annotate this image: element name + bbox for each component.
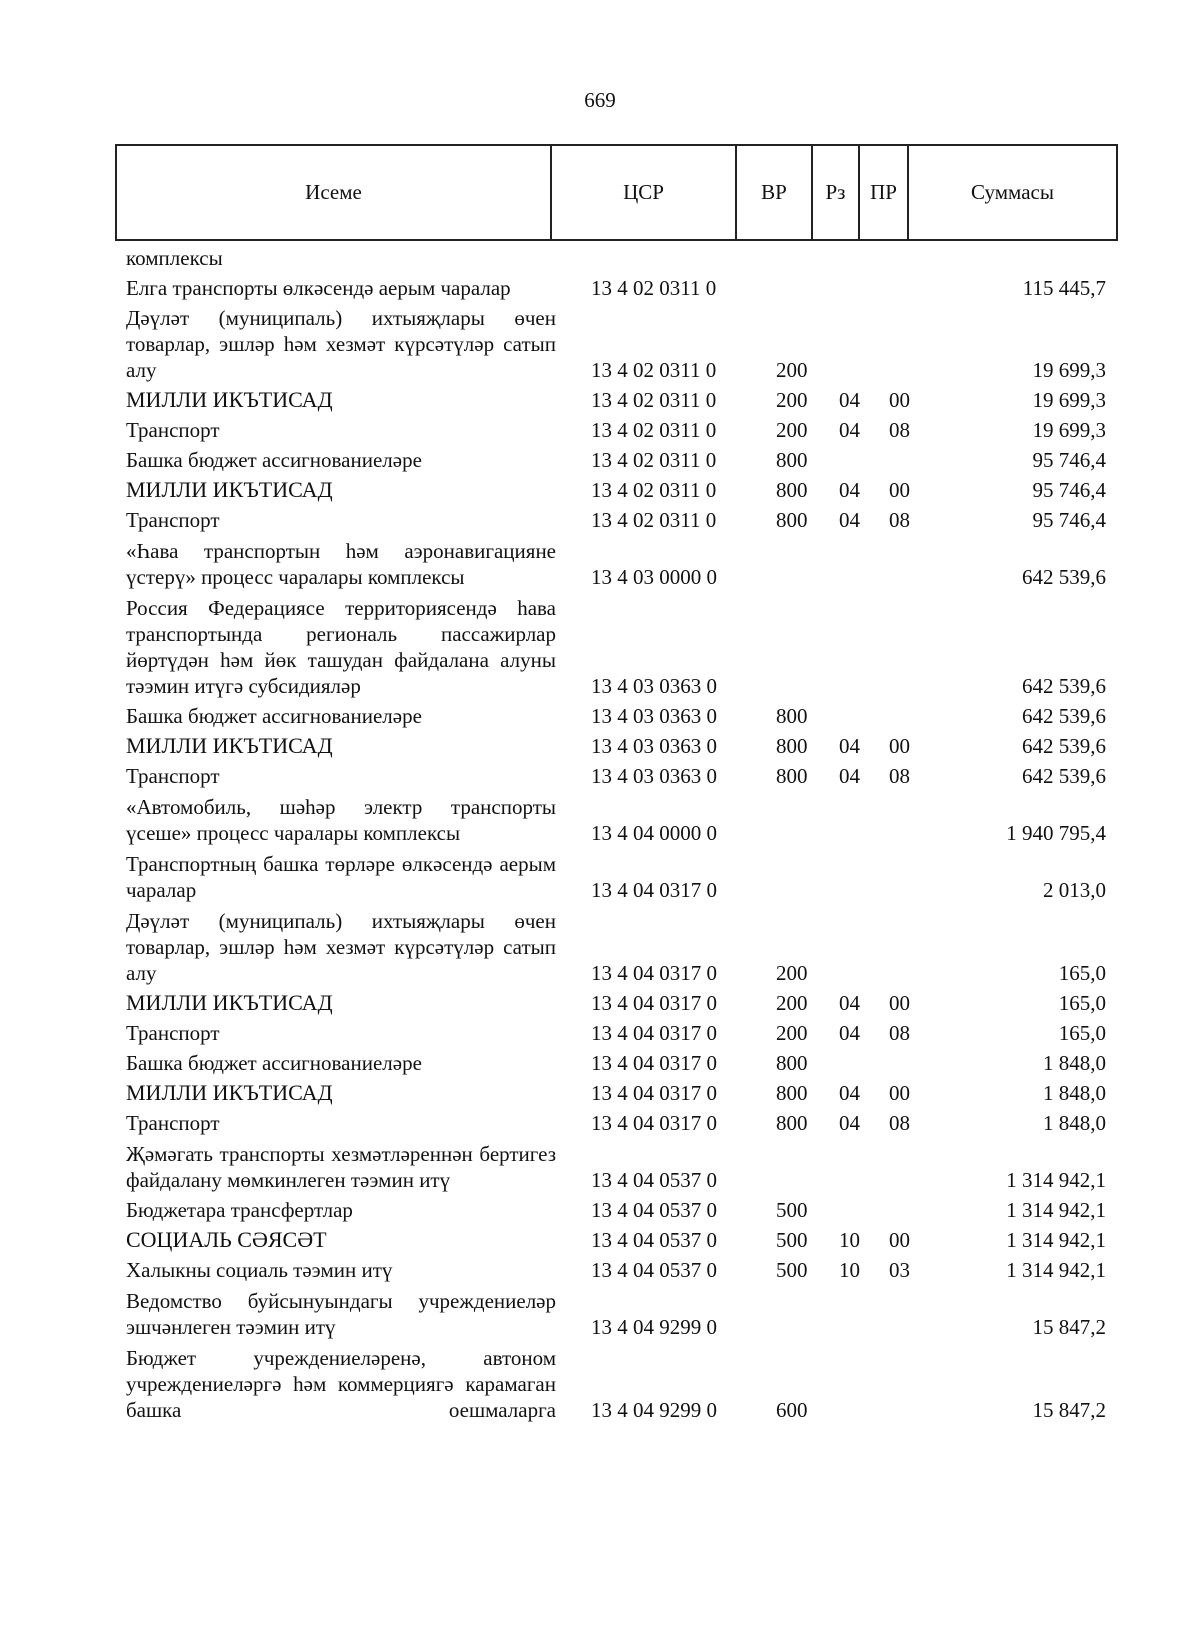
row-name: Транспорт bbox=[126, 1021, 220, 1045]
table-header bbox=[115, 144, 1118, 241]
row-rz: 04 bbox=[839, 1021, 860, 1045]
row-vr: 800 bbox=[776, 478, 808, 502]
table-row bbox=[126, 507, 1116, 533]
row-name: МИЛЛИ ИКЪТИСАД bbox=[126, 733, 333, 758]
row-sum: 1 314 942,1 bbox=[1006, 1258, 1106, 1282]
row-sum: 1 314 942,1 bbox=[1006, 1228, 1106, 1252]
row-csr: 13 4 04 0317 0 bbox=[591, 878, 717, 902]
row-csr: 13 4 04 0317 0 bbox=[591, 1021, 717, 1045]
row-csr: 13 4 04 0317 0 bbox=[591, 961, 717, 985]
row-vr: 800 bbox=[776, 1081, 808, 1105]
row-name: Ведомство буйсынуындагы учреждениеләр эшчәнлеген тәэмин итү bbox=[126, 1289, 556, 1339]
row-name: МИЛЛИ ИКЪТИСАД bbox=[126, 1080, 333, 1105]
row-sum: 642 539,6 bbox=[1022, 674, 1106, 698]
row-name: Транспорт bbox=[126, 418, 220, 442]
row-pr: 03 bbox=[889, 1258, 910, 1282]
table-row bbox=[126, 908, 1116, 986]
row-vr: 200 bbox=[776, 961, 808, 985]
row-csr: 13 4 02 0311 0 bbox=[591, 418, 717, 442]
row-pr: 00 bbox=[889, 1228, 910, 1252]
row-csr: 13 4 02 0311 0 bbox=[591, 388, 717, 412]
row-csr: 13 4 04 0537 0 bbox=[591, 1228, 717, 1252]
row-name: Транспортның башка төрләре өлкәсендә аерым чаралар bbox=[126, 852, 556, 902]
table-row bbox=[126, 703, 1116, 729]
table-row bbox=[126, 1197, 1116, 1223]
row-rz: 04 bbox=[839, 478, 860, 502]
row-name: Транспорт bbox=[126, 508, 220, 532]
row-csr: 13 4 03 0363 0 bbox=[591, 674, 717, 698]
row-csr: 13 4 02 0311 0 bbox=[591, 478, 717, 502]
row-pr: 00 bbox=[889, 478, 910, 502]
row-sum: 15 847,2 bbox=[1032, 1315, 1106, 1339]
table-row bbox=[126, 595, 1116, 699]
table-row bbox=[126, 447, 1116, 473]
row-pr: 00 bbox=[889, 991, 910, 1015]
row-sum: 1 848,0 bbox=[1043, 1111, 1106, 1135]
table-row bbox=[126, 1288, 1116, 1340]
header-vr: ВР bbox=[736, 145, 812, 240]
row-pr: 00 bbox=[889, 388, 910, 412]
row-name: Елга транспорты өлкәсендә аерым чаралар bbox=[126, 276, 511, 300]
row-sum: 1 848,0 bbox=[1043, 1051, 1106, 1075]
row-name: МИЛЛИ ИКЪТИСАД bbox=[126, 990, 333, 1015]
row-pr: 08 bbox=[889, 508, 910, 532]
row-csr: 13 4 02 0311 0 bbox=[591, 276, 717, 300]
row-csr: 13 4 04 0317 0 bbox=[591, 1051, 717, 1075]
row-name: «Автомобиль, шәһәр электр транспорты үсеше» процесс чаралары комплексы bbox=[126, 795, 556, 845]
row-rz: 10 bbox=[839, 1228, 860, 1252]
row-name: комплексы bbox=[126, 246, 223, 270]
header-sum: Суммасы bbox=[908, 145, 1117, 240]
row-name: Башка бюджет ассигнованиеләре bbox=[126, 1051, 422, 1075]
row-sum: 165,0 bbox=[1058, 991, 1106, 1015]
row-vr: 500 bbox=[776, 1228, 808, 1252]
table-body bbox=[126, 241, 1116, 1423]
row-rz: 04 bbox=[839, 1081, 860, 1105]
table-row bbox=[126, 1345, 1116, 1423]
row-csr: 13 4 04 0537 0 bbox=[591, 1168, 717, 1192]
row-sum: 95 746,4 bbox=[1032, 448, 1106, 472]
row-csr: 13 4 04 9299 0 bbox=[591, 1315, 717, 1339]
row-name: СОЦИАЛЬ СӘЯСӘТ bbox=[126, 1227, 327, 1252]
row-csr: 13 4 04 0537 0 bbox=[591, 1198, 717, 1222]
row-vr: 800 bbox=[776, 448, 808, 472]
table-row bbox=[126, 1050, 1116, 1076]
row-sum: 15 847,2 bbox=[1032, 1398, 1106, 1422]
row-vr: 200 bbox=[776, 418, 808, 442]
row-sum: 1 314 942,1 bbox=[1006, 1198, 1106, 1222]
row-name: Бюджетара трансфертлар bbox=[126, 1198, 353, 1222]
row-rz: 04 bbox=[839, 388, 860, 412]
header-pr: ПР bbox=[859, 145, 908, 240]
row-csr: 13 4 04 0000 0 bbox=[591, 821, 717, 845]
row-name: Бюджет учреждениеләренә, автоном учреждениеләргә һәм коммерциягә карамаган башка оешмаларга bbox=[126, 1346, 556, 1422]
table-row bbox=[126, 1080, 1116, 1106]
row-sum: 19 699,3 bbox=[1032, 418, 1106, 442]
row-sum: 95 746,4 bbox=[1032, 508, 1106, 532]
row-rz: 10 bbox=[839, 1258, 860, 1282]
row-csr: 13 4 02 0311 0 bbox=[591, 508, 717, 532]
row-sum: 1 940 795,4 bbox=[1006, 821, 1106, 845]
row-csr: 13 4 04 9299 0 bbox=[591, 1398, 717, 1422]
table-row bbox=[126, 1257, 1116, 1283]
row-sum: 19 699,3 bbox=[1032, 358, 1106, 382]
row-vr: 800 bbox=[776, 1051, 808, 1075]
header-name: Исеме bbox=[116, 145, 551, 240]
header-rz: Рз bbox=[812, 145, 859, 240]
row-sum: 642 539,6 bbox=[1022, 704, 1106, 728]
row-csr: 13 4 03 0363 0 bbox=[591, 764, 717, 788]
row-csr: 13 4 04 0317 0 bbox=[591, 1111, 717, 1135]
row-csr: 13 4 03 0363 0 bbox=[591, 704, 717, 728]
row-name: Россия Федерациясе территориясендә һава транспортында региональ пассажирлар йөртүдән һәм йөк ташудан файдалана алуны тәэмин итүгә субсидияләр bbox=[126, 596, 556, 698]
row-csr: 13 4 04 0317 0 bbox=[591, 1081, 717, 1105]
row-rz: 04 bbox=[839, 1111, 860, 1135]
row-csr: 13 4 04 0317 0 bbox=[591, 991, 717, 1015]
row-csr: 13 4 03 0000 0 bbox=[591, 565, 717, 589]
row-vr: 500 bbox=[776, 1258, 808, 1282]
row-rz: 04 bbox=[839, 764, 860, 788]
row-vr: 800 bbox=[776, 704, 808, 728]
table-row bbox=[126, 1110, 1116, 1136]
row-sum: 165,0 bbox=[1058, 1021, 1106, 1045]
row-vr: 200 bbox=[776, 358, 808, 382]
row-vr: 500 bbox=[776, 1198, 808, 1222]
row-sum: 642 539,6 bbox=[1022, 565, 1106, 589]
row-rz: 04 bbox=[839, 508, 860, 532]
row-csr: 13 4 02 0311 0 bbox=[591, 358, 717, 382]
row-sum: 165,0 bbox=[1058, 961, 1106, 985]
row-sum: 642 539,6 bbox=[1022, 734, 1106, 758]
table-row bbox=[126, 851, 1116, 903]
row-pr: 08 bbox=[889, 418, 910, 442]
row-name: Транспорт bbox=[126, 764, 220, 788]
table-row bbox=[126, 1020, 1116, 1046]
row-sum: 1 314 942,1 bbox=[1006, 1168, 1106, 1192]
row-sum: 1 848,0 bbox=[1043, 1081, 1106, 1105]
row-pr: 08 bbox=[889, 1021, 910, 1045]
row-rz: 04 bbox=[839, 734, 860, 758]
row-sum: 2 013,0 bbox=[1043, 878, 1106, 902]
header-csr: ЦСР bbox=[551, 145, 736, 240]
table-row bbox=[126, 417, 1116, 443]
row-name: Транспорт bbox=[126, 1111, 220, 1135]
table-row bbox=[126, 733, 1116, 759]
row-vr: 200 bbox=[776, 991, 808, 1015]
row-sum: 642 539,6 bbox=[1022, 764, 1106, 788]
row-vr: 800 bbox=[776, 734, 808, 758]
table-row bbox=[126, 794, 1116, 846]
table-row bbox=[126, 763, 1116, 789]
row-name: МИЛЛИ ИКЪТИСАД bbox=[126, 387, 333, 412]
row-name: Халыкны социаль тәэмин итү bbox=[126, 1258, 393, 1282]
table-row bbox=[126, 538, 1116, 590]
row-name: Дәүләт (муниципаль) ихтыяҗлары өчен товарлар, эшләр һәм хезмәт күрсәтүләр сатып алу bbox=[126, 909, 556, 985]
row-csr: 13 4 02 0311 0 bbox=[591, 448, 717, 472]
table-row bbox=[126, 990, 1116, 1016]
row-vr: 600 bbox=[776, 1398, 808, 1422]
row-csr: 13 4 03 0363 0 bbox=[591, 734, 717, 758]
table-row bbox=[126, 1141, 1116, 1193]
row-vr: 200 bbox=[776, 1021, 808, 1045]
row-name: Башка бюджет ассигнованиеләре bbox=[126, 448, 422, 472]
row-name: Җәмәгать транспорты хезмәтләреннән бертигез файдалану мөмкинлеген тәэмин итү bbox=[126, 1142, 556, 1192]
row-pr: 00 bbox=[889, 734, 910, 758]
table-row bbox=[126, 1227, 1116, 1253]
row-name: «Һава транспортын һәм аэронавигацияне үстерү» процесс чаралары комплексы bbox=[126, 539, 556, 589]
row-sum: 115 445,7 bbox=[1022, 276, 1106, 300]
table-row bbox=[126, 245, 1116, 271]
page-number: 669 bbox=[584, 88, 616, 112]
table-row bbox=[126, 275, 1116, 301]
table-row bbox=[126, 477, 1116, 503]
row-pr: 00 bbox=[889, 1081, 910, 1105]
row-name: Башка бюджет ассигнованиеләре bbox=[126, 704, 422, 728]
row-name: Дәүләт (муниципаль) ихтыяҗлары өчен товарлар, эшләр һәм хезмәт күрсәтүләр сатып алу bbox=[126, 306, 556, 382]
row-pr: 08 bbox=[889, 764, 910, 788]
row-vr: 800 bbox=[776, 508, 808, 532]
row-sum: 19 699,3 bbox=[1032, 388, 1106, 412]
table-row bbox=[126, 387, 1116, 413]
row-csr: 13 4 04 0537 0 bbox=[591, 1258, 717, 1282]
row-rz: 04 bbox=[839, 418, 860, 442]
row-vr: 800 bbox=[776, 1111, 808, 1135]
row-vr: 800 bbox=[776, 764, 808, 788]
row-sum: 95 746,4 bbox=[1032, 478, 1106, 502]
row-pr: 08 bbox=[889, 1111, 910, 1135]
row-vr: 200 bbox=[776, 388, 808, 412]
table-row bbox=[126, 305, 1116, 383]
row-name: МИЛЛИ ИКЪТИСАД bbox=[126, 477, 333, 502]
row-rz: 04 bbox=[839, 991, 860, 1015]
